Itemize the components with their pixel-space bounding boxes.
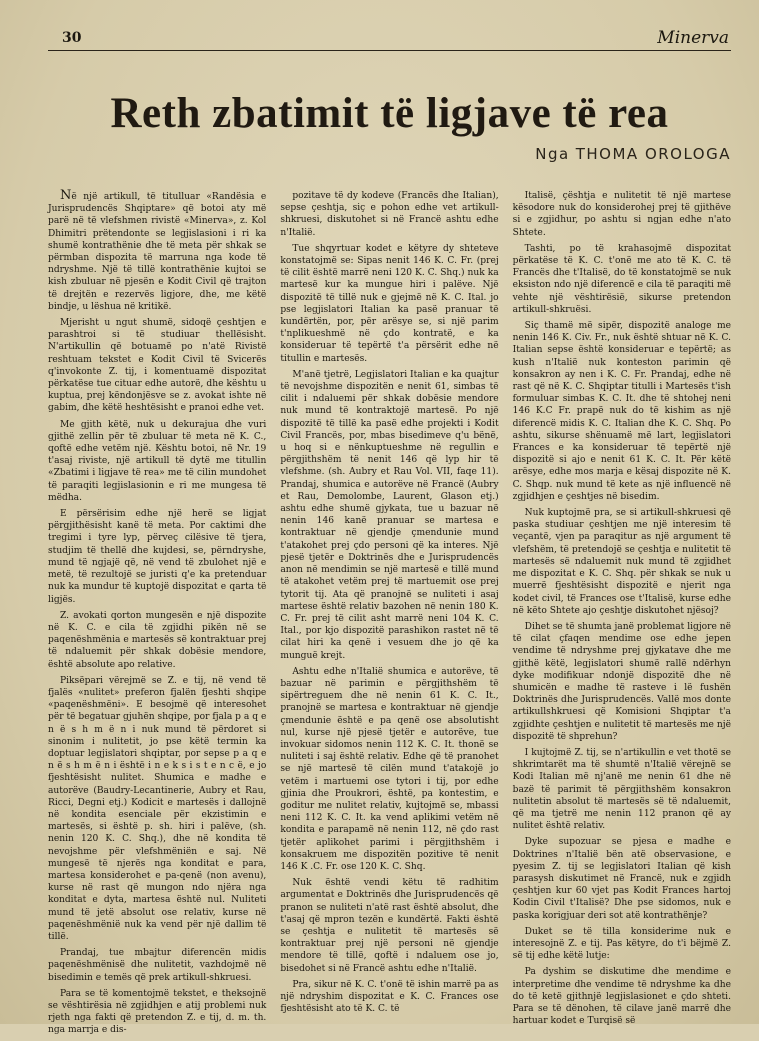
paragraph: I kujtojmë Z. tij, se n'artikullin e vet thotë se shkrimtarët ma të shumtë n'Italië vërejnë se Kodi Italian më nj'anë me nenin 61 dhe në bazë të parimit të përgjithshëm konsakron nulitetin absolut të martesës së të ndaluemit, që ma tjetrë me nenin 112 pranon që ay nulitet është relativ. (512, 747, 731, 832)
paragraph: Pa dyshim se diskutime dhe mendime e interpretime dhe vendime të ndryshme ka dhe do të ketë gjithnjë legjislasionet e çdo shteti. Para se të dënohen, të cilave janë marrë dhe hartuar kodet e Turqisë së (512, 967, 731, 1027)
text-column-3 (513, 190, 731, 1041)
paragraph: Në një artikull, të titulluar «Randësia e Jurisprudencës Shqiptare» që botoi aty më parë në të vlefshmen rivistë «Minerva», z. Kol Dhimitri prëtendonte se legjislasioni i ri ka shumë kontrathënie dhe të meta për shkak se përmban dispozita të marruna nga kode të ndryshme. Një të tillë kontrathënie kujtoi se kish zbuluar në pjesën e Kodit Civil që trajton të drejtën e rezervës ligjore, dhe, me këtë bindje, u lëshua në kritikë. (48, 188, 267, 312)
paragraph: Dihet se të shumta janë problemat ligjore në të cilat çfaqen mendime ose edhe jepen vendime të ndryshme prej gjykatave dhe me gjithë këtë, legjislatori shumë rallë ndërhyn dyke modifikuar ndonjë dispozitë dhe në shumicën e madhe të rasteve i lë fushën Doktrinës dhe Jurisprudencës. Vallë mos donte artikullshkruesi që Komisioni Shqiptar t'a zgjidhte çeshtjen e nulitetit të martesës me një dispozitë të shprehun? (512, 621, 731, 742)
paragraph: Piksëpari vërejmë se Z. e tij, në vend të fjalës «nulitet» preferon fjalën fjeshti shqipe «paqenëshmëni». E besojmë që interesohet për të begatuar gjuhën shqipe, por fjala p a q e n ë s h m ë n i nuk mund të përdoret si sinonim i nulitetit, jo pse këtë termin ka doptuar legjislatori shqiptar, por sepse p a q e n ë s h m ë n i është i n e k s i s t e n c ë, e jo fjeshtësisht nulitet. Shumica e madhe e autorëve (Baudry-Lecantinerie, Aubry et Rau, Ricci, Degni etj.) Kodicit e martesës i dallojnë në kondita esenciale për ekzistimin e martesës, si është p. sh. hiri i palëve, (sh. nenin 120 K. C. Shq.), dhe në kondita të nevojshme për vlefshmëniën e saj. Në mungesë të njerës nga konditat e para, martesa konsiderohet e pa-qenë (non avenu), kurse në rast që mungon ndo njëra nga konditat e dyta, martesa është nul. Nuliteti mund të jetë absolut ose relativ, kurse në paqenëshmënië nuk ka vend për një dallim të tillë. (48, 675, 267, 942)
paragraph: Dyke supozuar se pjesa e madhe e Doktrines n'Italië bën atë observasione, e pyesim Z. tij se legjislatori Italian që kish parasysh diskutimet në Francë, nuk e zgjidh çeshtjen kur 60 vjet pas Kodit Frances hartoj Kodin Civil t'Italisë? Dhe pse sidomos, nuk e paska korigjuar deri sot atë kontrathënje? (512, 837, 731, 921)
article-title: Reth zbatimit të ligjave të rea (110, 90, 669, 137)
paragraph: Para se të komentojmë tekstet, e theksojnë se vështirësia në zgjidhjen e atij problemi nuk rjeth nga fakti që pretendon Z. e tij, d. m. th. nga marrja e dis- (48, 988, 267, 1036)
page-header (48, 28, 731, 51)
paragraph: M'anë tjetrë, Legjislatori Italian e ka quajtur të nevojshme dispozitën e nenit 61, simbas të cilit i ndaluemi për shkak dobësie mendore nuk mund të kontraktojë martesë. Po një dispozitë të tillë ka pasë edhe projekti i Kodit Civil Francës, por, mbas bisedimeve q'u bënë, u hoq si e nënkuptueshme në regullin e përgjithshëm të nenit 146 që lyp hir të vlefshme. (sh. Aubry et Rau Vol. VII, faqe 11). Prandaj, shumica e autorëve në Francë (Aubry et Rau, Demolombe, Laurent, Glason etj.) ashtu edhe shumë gjykata, tue u bazuar në nenin 146 kanë pranuar se martesa e kontraktuar në gjendje çmendunie mund t'atakohet prej çdo personi që ka interes. Një pjesë tjetër e Doktrinës dhe e Jurisprudencës anon në mendimin se një martesë e tillë mund të atakohet vetëm prej të martuemit ose prej tytorit tij. Ata që pranojnë se nuliteti i asaj martese është relativ bazohen në nenin 180 K. C. Fr. prej të cilit asht marrë neni 104 K. C. Ital., por kjo dispozitë parashikon rastet në të cilat hiri ka qenë i vesuem dhe jo që ka munguë krejt. (280, 369, 499, 661)
paragraph: Tue shqyrtuar kodet e këtyre dy shteteve konstatojmë se: Sipas nenit 146 K. C. Fr. (prej të cilit është marrë neni 120 K. C. Shq.) nuk ka martesë kur ka mungue hiri i palëve. Një dispozitë të tillë nuk e gjejmë në K. C. Ital. jo pse legjislatori Italian ka pasë pranuar të kundërtën, por, për arësye se, si një parim t'nplikueshmë në çdo kontratë, e ka konsideruar të tepërtë t'a përsërit edhe në titullin e martesës. (280, 243, 499, 364)
paragraph: Ashtu edhe n'Italië shumica e autorëve, të bazuar në parimin e përgjithshëm të sipërtreguem dhe në nenin 61 K. C. It., pranojnë se martesa e kontraktuar në gjendje çmendunie është e pa qenë ose absolutisht nul, kurse një pjesë tjetër e autorëve, tue invokuar sidomos nenin 112 K. C. It. thonë se nuliteti i saj është relativ. Edhe që të pranohet se një martesë të cilën mund t'atakojë jo vetëm i martuemi ose tytori i tij, por edhe gjinia dhe Proukrori, është, pa kontestim, e goditur me nulitet relativ, kujtojmë se, mbassi neni 112 K. C. It. ka vend aplikimi vetëm në kondita e parapamë në nenin 112, në çdo rast tjetër aplikohet parimi i përgjithshëm i konsakruem me dispozitën pozitive të nenit 146 K .C. Fr. ose 120 K. C. Shq. (280, 666, 499, 872)
paragraph: Tashti, po të krahasojmë dispozitat përkatëse të K. C. t'onë me ato të K. C. të Francës dhe t'Italisë, do të konstatojmë se nuk eksiston ndo një diferencë e cila të paraqiti më vehte një vështirësië, sikurse pretendon artikull-shkruësi. (512, 243, 731, 315)
paragraph: Pra, sikur në K. C. t'onë të ishin marrë pa as një ndryshim dispozitat e K. C. Frances ose fjeshtësisht ato të K. C. të (280, 979, 499, 1015)
author-name: THOMA OROLOGA (575, 145, 731, 163)
paragraph: Z. avokati qorton mungesën e një dispozite në K. C. e cila të zgjidhi pikën në se paqenëshmënia e martesës së kontraktuar prej të ndaluemit për shkak dobësie mendore, është absolute apo relative. (48, 610, 267, 670)
text-column-2 (280, 190, 498, 1041)
paragraph: Mjerisht u ngut shumë, sidoqë çeshtjen e parashtroi si të studiuar thellësisht. N'artikullin që botuamë po n'atë Rivistë reshtuam tekstet e Kodit Civil të Svicerës q'invokonte Z. tij, i komentuamë dispozitat përkatëse tue cituar edhe autorë, dhe kështu u kuptua, prej këndonjësve se z. avokat ishte në gabim, dhe këtë heshtësisht e pranoi edhe vet. (48, 318, 267, 414)
paragraph: Me gjith këtë, nuk u dekurajua dhe vuri gjithë zellin për të zbuluar të meta në K. C., qoftë edhe vetëm një. Kështu botoi, në Nr. 19 t'asaj riviste, një artikull të dytë me titullin «Zbatimi i ligjave të rea» me të cilin mundohet të paraqiti legjislasionin e ri me mungesa të mëdha. (48, 419, 267, 503)
paragraph: Siç thamë më sipër, dispozitë analoge me nenin 146 K. Civ. Fr., nuk është shtuar në K. C. Italian sepse është konsideruar e tepërtë; as kush n'Italië nuk konteston parimin që konsakron ay nen i K. C. Fr. Prandaj, edhe në rast që në K. C. Shqiptar titulli i Martesës t'ish formuluar simbas K. C. It. dhe të shtohej neni 146 K.C Fr. prapë nuk do të kishim as një diferencë midis K. C. Italian dhe K. C. Shq. Po ashtu, sikurse shënuamë më lart, legjislatori Frances e ka konsideruar të tepërtë një dispozitë si ajo e nenit 61 K. C. It. Për këtë arësye, edhe mos marja e kësaj dispozite në K. C. Shqp. nuk mund të kete as një influencë në zgjidhjen e çeshtjes në bisedim. (512, 321, 731, 502)
text-column-1 (48, 190, 266, 1041)
paragraph: Nuk është vendi këtu të radhitim argumentat e Doktrinës dhe Jurisprudencës që pranon se nuliteti n'atë rast është absolut, dhe t'asaj që mpron tezën e kundërtë. Fakti është se çeshtja e nulitetit të martesës së kontraktuar prej një personi në gjendje mendore të tillë, qoftë i ndaluem ose jo, bisedohet si në Francë ashtu edhe n'Italië. (280, 878, 499, 974)
magazine-name: Minerva (657, 28, 729, 48)
byline-prefix: Nga (535, 145, 570, 163)
article-byline (535, 145, 731, 163)
page-number: 30 (62, 30, 82, 46)
paragraph: pozitave të dy kodeve (Francës dhe Italian), sepse çeshtja, siç e pohon edhe vet artikull-shkruesi, diskutohet si në Francë ashtu edhe n'Italië. (280, 191, 499, 238)
paragraph: Nuk kuptojmë pra, se si artikull-shkruesi që paska studiuar çeshtjen me një interesim të veçantë, vjen pa paraqitur as një argument të vlefshëm, të pretendojë se çeshtja e nulitetit të martesës së ndaluemit nuk mund të zgjidhet me dispozitat e K. C. Shq. për shkak se nuk u muerrë fjeshtësisht dispozitë e njerit nga kodet civil, të Frances ose t'Italisë, kurse edhe në këto Shtete ajo çeshtje diskutohet njësoj? (512, 508, 731, 616)
paragraph: E përsërisim edhe një herë se ligjat përgjithësisht kanë të meta. Por caktimi dhe tregimi i tyre lyp, përveç cilësive të tjera, studjim të thellë dhe kujdesi, se, përndryshe, mund të ngjajë që, në vend të zbulohet një e metë, të rezultojë se juristi q'e ka pretenduar nuk ka mundur të kuptojë dispozitat e qarta të ligjës. (48, 509, 267, 605)
paragraph: Prandaj, tue mbajtur diferencën midis paqenëshmënisë dhe nulitetit, vazhdojmë në bisedimin e temës që prek artikull-shkruesi. (48, 948, 267, 983)
article-body (48, 188, 731, 1036)
paragraph: Duket se të tilla konsiderime nuk e interesojnë Z. e tij. Pas këtyre, do t'i bëjmë Z. së tij edhe këtë lutje: (512, 926, 731, 962)
paragraph: Italisë, çështja e nulitetit të një martese kësodore nuk do konsiderohej prej të gjithëve si e zgjidhur, po ashtu si ngjan edhe n'ato Shtete. (512, 191, 731, 238)
